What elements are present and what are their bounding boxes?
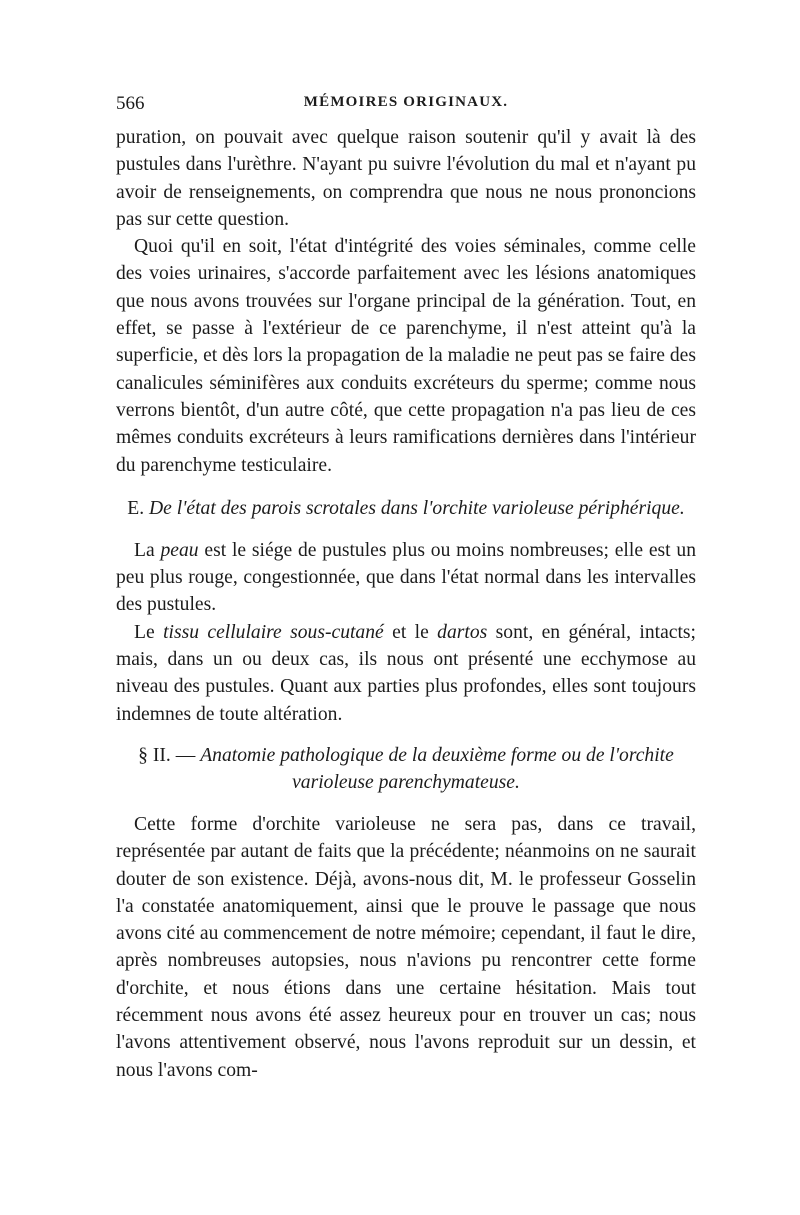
section-e-title: De l'état des parois scrotales dans l'orchite varioleuse périphérique. bbox=[149, 497, 685, 519]
paragraph-4 bbox=[116, 619, 696, 728]
paragraph-5: Cette forme d'orchite varioleuse ne sera pas, dans ce travail, représentée par autant de faits que la précédente; néanmoins on ne saurait douter de son existence. Déjà, avons-nous dit, M. le professeur Gosselin l'a constatée anatomiquement, ainsi que le prouve le passage que nous avons cité au commencement de notre mémoire; cependant, il faut le dire, après nombreuses autopsies, nous n'avions pu rencontrer cette forme d'orchite, et nous étions dans une certaine hésitation. Mais tout récemment nous avons été assez heureux pour en trouver un cas; nous l'avons attentivement observé, nous l'avons reproduit sur un dessin, et nous l'avons com- bbox=[116, 813, 696, 1081]
p3-text-c: est le siége de pustules plus ou moins nombreuses; elle est un peu plus rouge, congestionnée, que dans l'état normal dans les intervalles des pustules. bbox=[116, 539, 696, 616]
running-title: MÉMOIRES ORIGINAUX. bbox=[303, 94, 509, 110]
p4-italic-tissu: tissu cellulaire sous-cutané bbox=[163, 621, 384, 643]
page-number: 566 bbox=[116, 93, 145, 114]
section-e-label: E. bbox=[127, 497, 145, 519]
section-ii-title: Anatomie pathologique de la deuxième forme ou de l'orchite varioleuse parenchymateuse. bbox=[200, 744, 674, 793]
paragraph-3 bbox=[116, 537, 696, 619]
p3-text-a: La bbox=[134, 539, 161, 561]
p3-italic-peau: peau bbox=[160, 539, 199, 561]
p4-text-e: sont, en général, intacts; mais, dans un ou deux cas, ils nous ont présenté une ecchymose au niveau des pustules. Quant aux parties plus profondes, elles sont toujours indemnes de toute altération. bbox=[116, 621, 696, 725]
p4-text-c: et le bbox=[383, 621, 438, 643]
paragraph-2: Quoi qu'il en soit, l'état d'intégrité des voies séminales, comme celle des voies urinaires, s'accorde parfaitement avec les lésions anatomiques que nous avons trouvées sur l'organe principal de la génération. Tout, en effet, se passe à l'extérieur de ce parenchyme, il n'est atteint qu'à la superficie, et dès lors la propagation de la maladie ne peut pas se faire des canalicules séminifères aux conduits excréteurs du sperme; comme nous verrons bientôt, d'un autre côté, que cette propagation n'a pas lieu de ces mêmes conduits excréteurs à leurs ramifications dernières dans l'intérieur du parenchyme testiculaire. bbox=[116, 236, 696, 476]
page-header bbox=[116, 93, 696, 121]
section-ii-heading bbox=[116, 742, 696, 796]
section-e-heading bbox=[116, 495, 696, 522]
p4-italic-dartos: dartos bbox=[437, 621, 488, 643]
p4-text-a: Le bbox=[134, 621, 164, 643]
paragraph-1: puration, on pouvait avec quelque raison soutenir qu'il y avait là des pustules dans l'urèthre. N'ayant pu suivre l'évolution du mal et n'ayant pu avoir de renseignements, on comprendra que nous ne nous prononcions pas sur cette question. bbox=[116, 127, 696, 230]
section-ii-label: § II. — bbox=[138, 744, 196, 766]
page-body bbox=[116, 124, 696, 1084]
